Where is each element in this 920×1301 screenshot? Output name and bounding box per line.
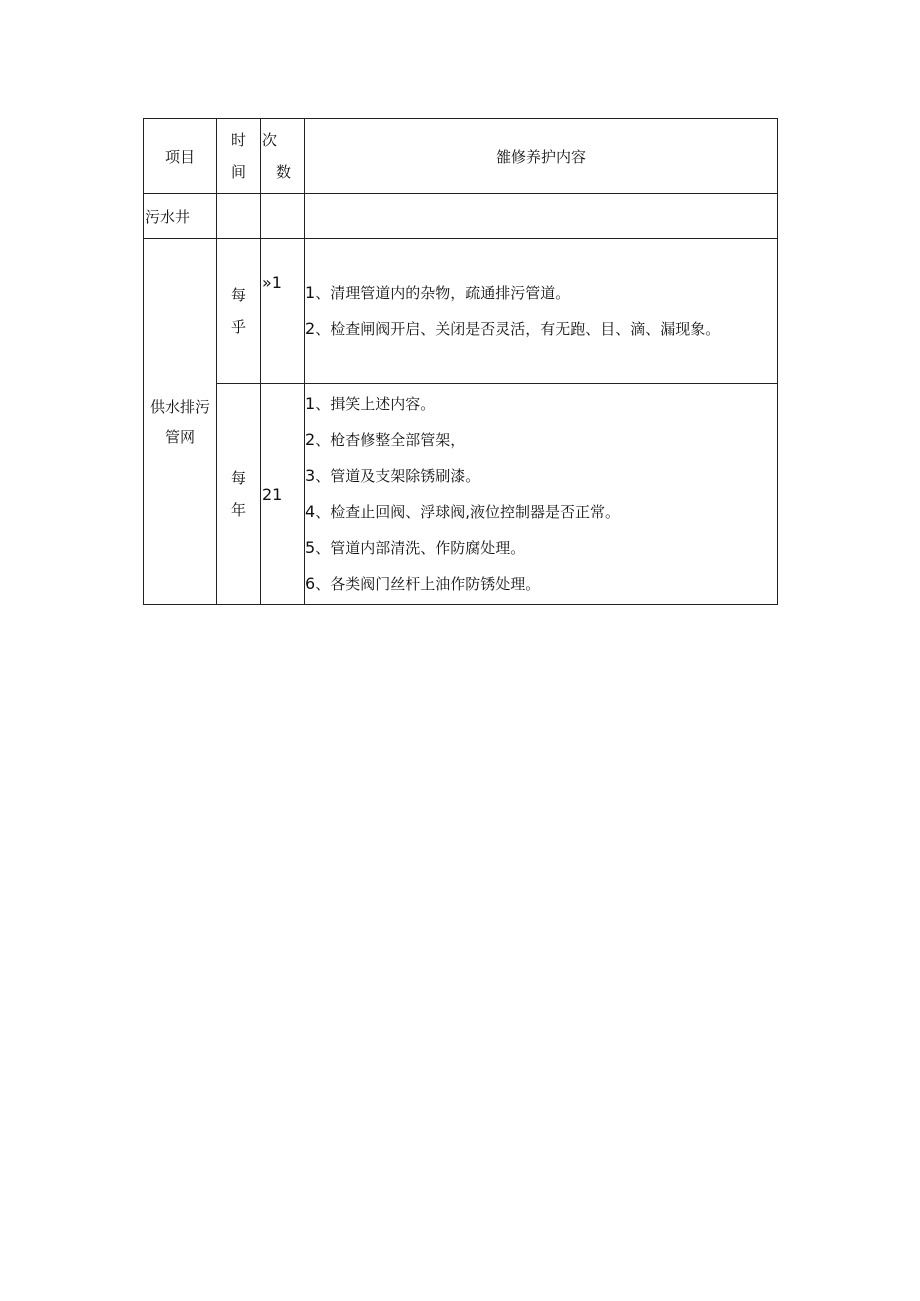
header-count-char: 数 [276,163,292,181]
empty-cell [305,194,778,239]
project-sewer-well: 污水井 [144,194,217,239]
table-row [144,384,778,605]
project-line: 供水排污 [149,397,210,416]
time-char: 乎 [230,318,246,336]
maintenance-table [143,118,778,605]
content-annual [305,384,778,605]
project-pipe-network [144,239,217,605]
time-char: 每 [230,469,246,487]
list-item: 1、清理管道内的杂物，疏通排污管道。 [305,283,571,302]
count-annual: 21 [261,384,305,605]
list-item: 1、揖笑上述内容。 [305,394,436,413]
list-item: 5、管道内部清洗、作防腐处理。 [305,538,526,557]
table-row [144,194,778,239]
header-project: 项目 [144,119,217,194]
header-count-char: 次 [262,131,278,149]
time-char: 年 [230,501,246,519]
empty-cell [261,194,305,239]
header-time-char: 时 [230,131,246,149]
table-row [144,239,778,384]
list-item: 3、管道及支架除锈刷漆。 [305,466,481,485]
content-semiannual [305,239,778,384]
time-semiannual [217,239,261,384]
count-semiannual: »1 [261,239,305,384]
header-count [261,119,305,194]
empty-cell [217,194,261,239]
header-content: 雒修养护内容 [305,119,778,194]
list-item: 6、各类阀门丝杆上油作防锈处理。 [305,574,541,593]
time-char: 每 [230,286,246,304]
list-item: 2、枪杳修整全部管架， [305,430,466,449]
list-item: 4、检查止回阀、浮球阀,液位控制器是否正常。 [305,502,620,521]
header-time [217,119,261,194]
time-annual [217,384,261,605]
list-item: 2、检查闸阀开启、关闭是否灵活，有无跑、目、滴、漏现象。 [305,319,721,338]
project-line: 管网 [164,427,195,446]
table-header-row [144,119,778,194]
header-time-char: 间 [230,163,246,181]
